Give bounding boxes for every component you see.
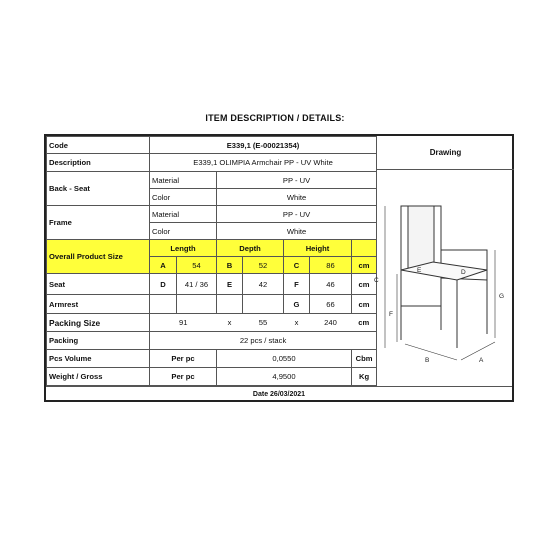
- code-label: Code: [47, 137, 150, 154]
- chair-drawing-svg: [374, 170, 515, 386]
- frame-color-value: White: [217, 223, 377, 240]
- packing-size-v2: 55: [243, 314, 284, 332]
- dim-label-d: D: [461, 269, 466, 276]
- drawing-header: Drawing: [376, 136, 514, 170]
- dim-label-e: E: [417, 267, 422, 274]
- dimension-line-b: [405, 344, 457, 360]
- weight-unit: Kg: [352, 368, 377, 386]
- dim-a-letter: A: [150, 257, 177, 274]
- description-label: Description: [47, 154, 150, 172]
- back-seat-material-label: Material: [150, 172, 217, 189]
- back-seat-color-label: Color: [150, 189, 217, 206]
- armrest-unit: cm: [352, 295, 377, 314]
- dim-d-letter: D: [150, 274, 177, 295]
- overall-size-label: Overall Product Size: [47, 240, 150, 274]
- frame-color-label: Color: [150, 223, 217, 240]
- row-seat: [47, 274, 377, 295]
- weight-label: Weight / Gross: [47, 368, 150, 386]
- back-seat-material-value: PP - UV: [217, 172, 377, 189]
- dim-label-a: A: [479, 357, 484, 364]
- pcs-volume-label: Pcs Volume: [47, 350, 150, 368]
- row-frame-material: [47, 206, 377, 223]
- weight-value: 4,9500: [217, 368, 352, 386]
- dim-label-g: G: [499, 293, 505, 300]
- packing-size-x2: x: [284, 314, 310, 332]
- frame-material-value: PP - UV: [217, 206, 377, 223]
- armrest-label: Armrest: [47, 295, 150, 314]
- spec-table: [46, 136, 377, 386]
- dim-f-value: 46: [310, 274, 352, 295]
- dim-a-value: 54: [177, 257, 217, 274]
- row-back-seat-material: [47, 172, 377, 189]
- row-weight: [47, 368, 377, 386]
- depth-header: Depth: [217, 240, 284, 257]
- dimension-line-a: [461, 342, 495, 360]
- frame-label: Frame: [47, 206, 150, 240]
- packing-size-x1: x: [217, 314, 243, 332]
- back-seat-color-value: White: [217, 189, 377, 206]
- row-pcs-volume: [47, 350, 377, 368]
- packing-size-v1: 91: [150, 314, 217, 332]
- chair-drawing: [376, 170, 514, 386]
- frame-material-label: Material: [150, 206, 217, 223]
- pcs-volume-per: Per pc: [150, 350, 217, 368]
- weight-per: Per pc: [150, 368, 217, 386]
- dim-f-letter: F: [284, 274, 310, 295]
- seat-unit: cm: [352, 274, 377, 295]
- seat-label: Seat: [47, 274, 150, 295]
- overall-unit: cm: [352, 257, 377, 274]
- row-armrest: [47, 295, 377, 314]
- dim-e-value: 42: [243, 274, 284, 295]
- row-packing-size: [47, 314, 377, 332]
- code-value: E339,1 (E-00021354): [150, 137, 377, 154]
- dim-g-value: 66: [310, 295, 352, 314]
- dim-b-value: 52: [243, 257, 284, 274]
- packing-value: 22 pcs / stack: [150, 332, 377, 350]
- dim-b-letter: B: [217, 257, 243, 274]
- dim-label-b: B: [425, 357, 430, 364]
- packing-label: Packing: [47, 332, 150, 350]
- dim-c-value: 86: [310, 257, 352, 274]
- spec-sheet: [44, 134, 514, 402]
- dim-g-letter: G: [284, 295, 310, 314]
- chair-backrest: [408, 206, 434, 268]
- dim-label-c: C: [374, 277, 379, 284]
- description-value: E339,1 OLIMPIA Armchair PP - UV White: [150, 154, 377, 172]
- height-header: Height: [284, 240, 352, 257]
- packing-size-label: Packing Size: [47, 314, 150, 332]
- row-overall-headers: [47, 240, 377, 257]
- dim-d-value: 41 / 36: [177, 274, 217, 295]
- packing-size-v3: 240: [310, 314, 352, 332]
- date-footer: Date 26/03/2021: [46, 386, 512, 403]
- back-seat-label: Back - Seat: [47, 172, 150, 206]
- packing-size-unit: cm: [352, 314, 377, 332]
- row-packing: [47, 332, 377, 350]
- pcs-volume-value: 0,0550: [217, 350, 352, 368]
- row-description: [47, 154, 377, 172]
- length-header: Length: [150, 240, 217, 257]
- row-code: [47, 137, 377, 154]
- dim-c-letter: C: [284, 257, 310, 274]
- pcs-volume-unit: Cbm: [352, 350, 377, 368]
- dim-e-letter: E: [217, 274, 243, 295]
- dim-label-f: F: [389, 311, 393, 318]
- page-title: ITEM DESCRIPTION / DETAILS:: [205, 113, 345, 123]
